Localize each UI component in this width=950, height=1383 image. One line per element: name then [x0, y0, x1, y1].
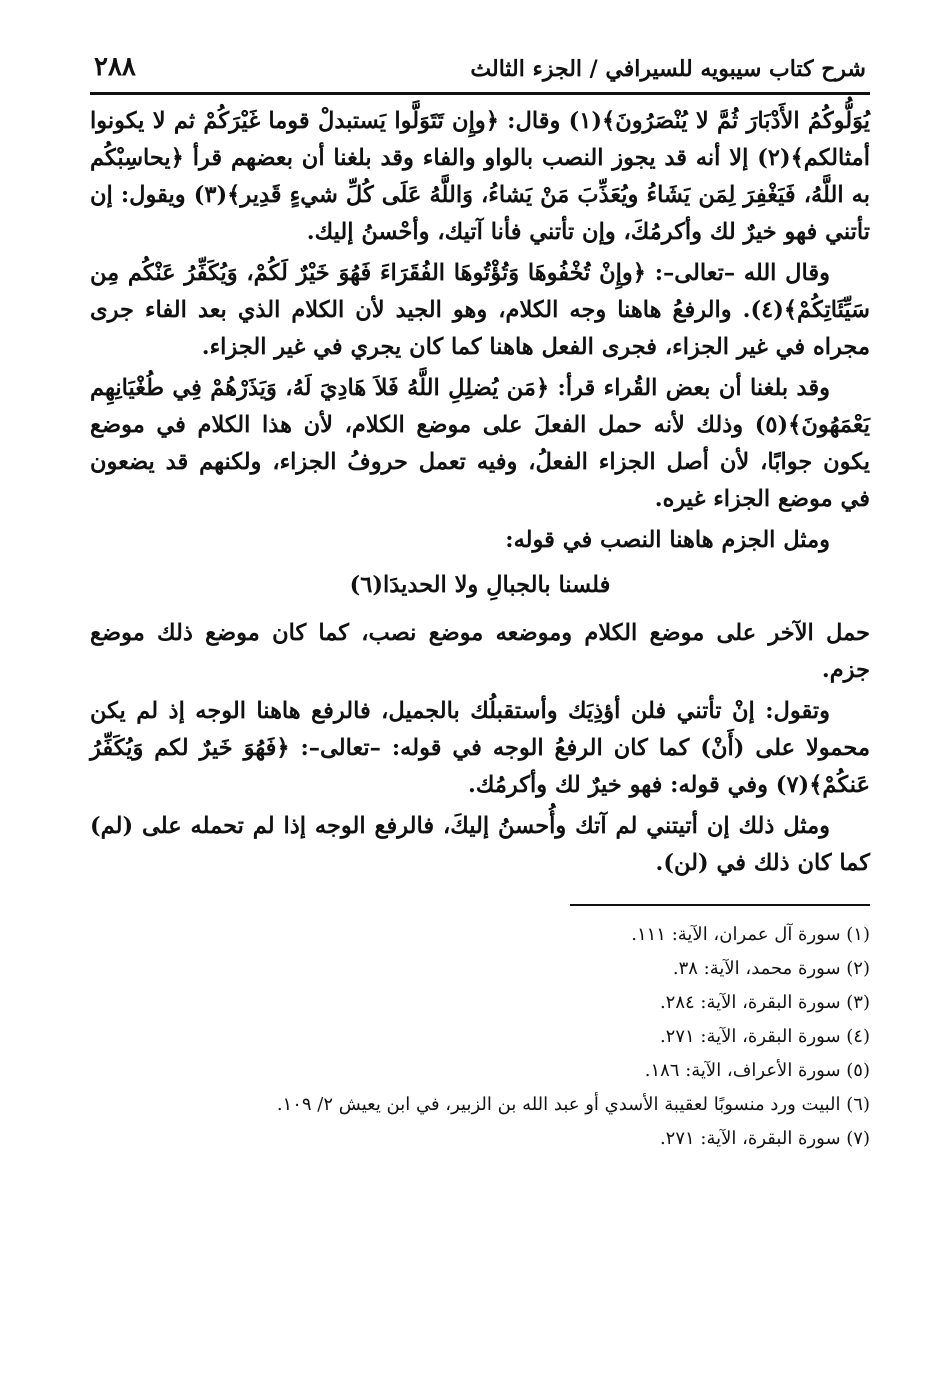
footnotes: [90, 918, 870, 1156]
paragraph-3: وقد بلغنا أن بعض القُراء قرأ: ﴿مَن يُضلِلِ اللَّهُ فَلاَ هَادِيَ لَهُ، وَيَذَرْهُمْ فِي طُغْيَانِهِم يَعْمَهُونَ﴾(٥) وذلك لأنه حمل الفعلَ على موضع الكلام، لأن هذا الكلام في موضع يكون جوابًا، لأن أصل الجزاء الفعلُ، وفيه تعمل حروفُ الجزاء، ولكنهم قد يضعون في موضع الجزاء غيره.: [90, 375, 870, 512]
footnote-4: (٤) سورة البقرة، الآية: ٢٧١.: [659, 1026, 870, 1047]
main-text: [90, 95, 870, 882]
page-number: ٢٨٨: [94, 52, 136, 82]
footnote-1: (١) سورة آل عمران، الآية: ١١١.: [631, 924, 870, 945]
paragraph-2: وقال الله –تعالى–: ﴿وإِنْ تُخْفُوهَا وَتُؤْتُوهَا الفُقَرَاءَ فَهُوَ خَيْرٌ لَكُمْ، وَيُكَفِّرُ عَنْكُم مِن سَيِّئَاتِكُمْ﴾(٤). والرفعُ هاهنا وجه الكلام، وهو الجيد لأن الكلام الذي بعد الفاء جرى مجراه في غير الجزاء، فجرى الفعل هاهنا كما كان يجري في غير الجزاء.: [90, 260, 870, 360]
paragraph-4: ومثل الجزم هاهنا النصب في قوله:: [505, 527, 830, 553]
paragraph-1: يُوَلُّوكُمُ الأَدْبَارَ ثُمَّ لا يُنْصَرُونَ﴾(١) وقال: ﴿وإِن تَتَوَلَّوا يَستبدلْ قوما غَيْرَكُمْ ثم لا يكونوا أمثالكم﴾(٢) إلا أنه قد يجوز النصب بالواو والفاء وقد بلغنا أن بعضهم قرأ ﴿يحاسِبْكُم به اللَّهُ، فَيَغْفِرَ لِمَن يَشَاءُ ويُعَذِّبَ مَنْ يَشاءُ، وَاللَّهُ عَلَى كُلِّ شيءٍ قَدِير﴾(٣) ويقول: إن تأتني فهو خيرٌ لك وأكرمُكَ، وإن تأتني فأنا آتيك، وأحْسنُ إليك.: [90, 108, 871, 245]
paragraph-5: حمل الآخر على موضع الكلام وموضعه موضع نصب، كما كان موضع ذلك موضع جزم.: [90, 620, 870, 683]
running-title: شرح كتاب سيبويه للسيرافي / الجزء الثالث: [470, 56, 866, 82]
book-page: [90, 52, 870, 1156]
footnote-2: (٢) سورة محمد، الآية: ٣٨.: [672, 958, 870, 979]
page-header: [90, 52, 870, 95]
footnote-6: (٦) البيت ورد منسوبًا لعقيبة الأسدي أو عبد الله بن الزبير، في ابن يعيش ٢/ ١٠٩.: [276, 1094, 870, 1115]
paragraph-7: ومثل ذلك إن أتيتني لم آتك وأُحسنُ إليكَ، فالرفع الوجه إذا لم تحمله على (لم) كما كان ذلك في (لن).: [90, 813, 870, 876]
paragraph-6: وتقول: إنْ تأتني فلن أؤذِيَك وأستقبلُك بالجميل، فالرفع هاهنا الوجه إذ لم يكن محمولا على (أَنْ) كما كان الرفعُ الوجه في قوله: –تعالى–: ﴿فَهُوَ خَيرٌ لكم وَيُكَفِّرُ عَنكُمْ﴾(٧) وفي قوله: فهو خيرٌ لك وأكرمُك.: [90, 698, 870, 798]
footnote-7: (٧) سورة البقرة، الآية: ٢٧١.: [659, 1128, 870, 1149]
poetry-verse: فلسنا بالجبالِ ولا الحديدَا(٦): [349, 572, 611, 598]
footnote-3: (٣) سورة البقرة، الآية: ٢٨٤.: [659, 992, 870, 1013]
footnote-5: (٥) سورة الأعراف، الآية: ١٨٦.: [644, 1060, 870, 1081]
footnote-divider: [570, 904, 870, 906]
